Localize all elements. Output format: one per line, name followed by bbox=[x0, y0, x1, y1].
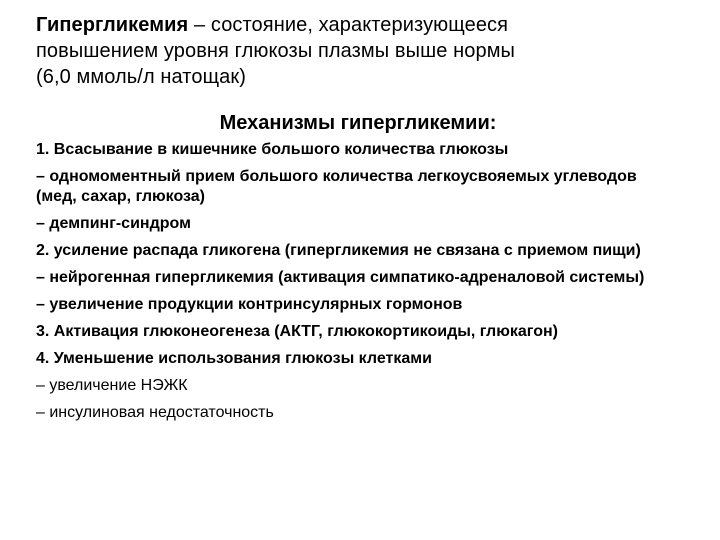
list-item: – увеличение продукции контринсулярных гормонов bbox=[36, 296, 463, 313]
definition-text-1: – состояние, характеризующееся bbox=[188, 14, 509, 36]
definition-term: Гипергликемия bbox=[36, 14, 189, 36]
list-item: – инсулиновая недостаточность bbox=[36, 404, 274, 421]
definition-line-1 bbox=[36, 12, 680, 38]
list-item: – демпинг-синдром bbox=[36, 215, 191, 232]
list-item: 3. Активация глюконеогенеза (АКТГ, глюкокортикоиды, глюкагон) bbox=[36, 323, 558, 340]
list-item: – увеличение НЭЖК bbox=[36, 377, 188, 394]
list-item: 2. усиление распада гликогена (гипергликемия не связана с приемом пищи) bbox=[36, 242, 641, 259]
definition-line-2: повышением уровня глюкозы плазмы выше нормы bbox=[36, 40, 516, 62]
list-item: 4. Уменьшение использования глюкозы клетками bbox=[36, 350, 432, 367]
list-item: – одномоментный прием большого количества легкоусвояемых углеводов (мед, сахар, глюкоза) bbox=[36, 168, 637, 205]
list-item: – нейрогенная гипергликемия (активация симпатико-адреналовой системы) bbox=[36, 269, 645, 286]
definition-block bbox=[36, 12, 680, 90]
list-item: 1. Всасывание в кишечнике большого количества глюкозы bbox=[36, 141, 509, 158]
mechanisms-heading: Механизмы гипергликемии: bbox=[219, 112, 497, 134]
mechanisms-list bbox=[36, 140, 680, 423]
definition-line-3: (6,0 ммоль/л натощак) bbox=[36, 66, 246, 88]
